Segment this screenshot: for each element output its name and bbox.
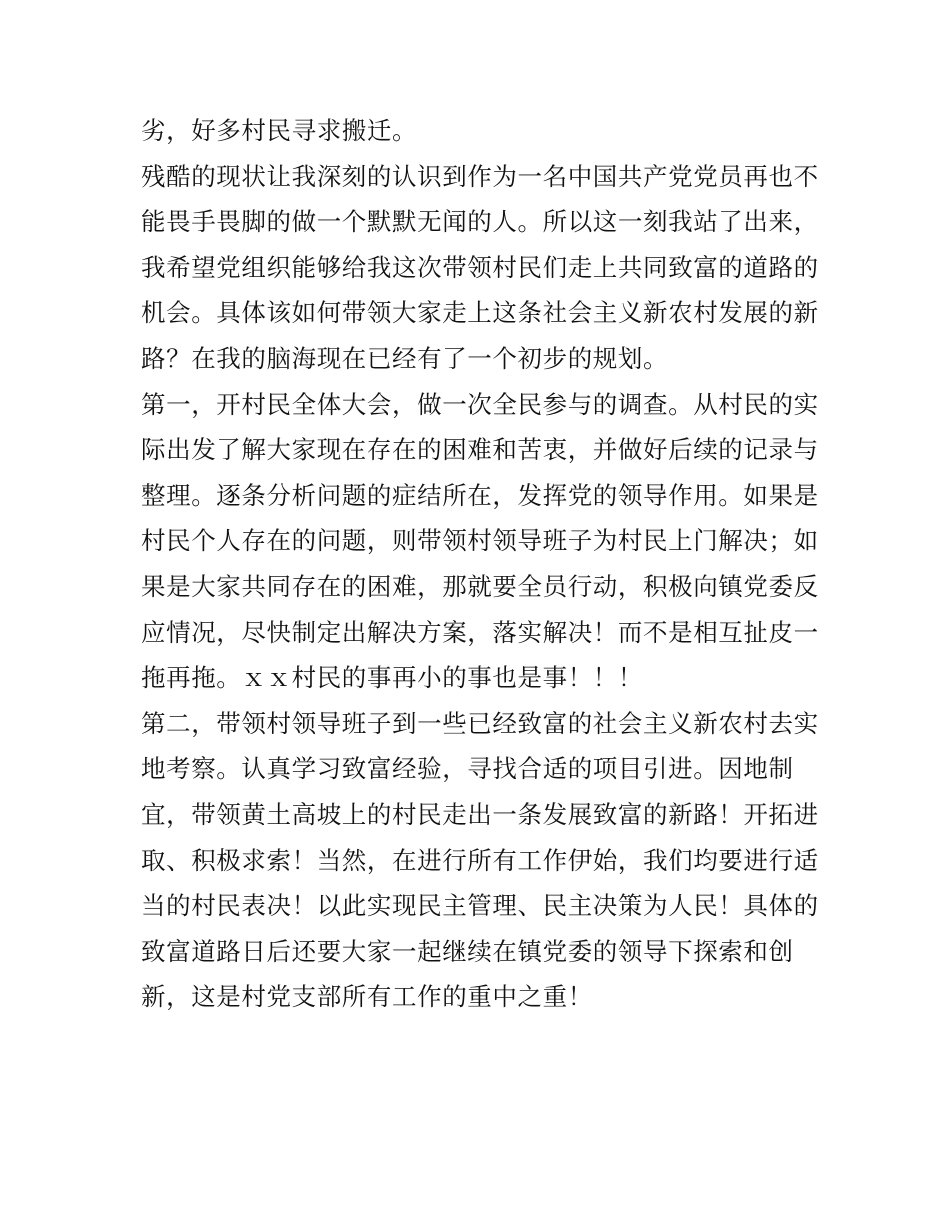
text-line: 际出发了解大家现在存在的困难和苦衷，并做好后续的记录与 <box>141 435 819 465</box>
text-line: 当的村民表决！以此实现民主管理、民主决策为人民！具体的 <box>141 891 819 921</box>
text-line: 能畏手畏脚的做一个默默无闻的人。所以这一刻我站了出来， <box>141 207 819 237</box>
text-line: 机会。具体该如何带领大家走上这条社会主义新农村发展的新 <box>141 298 819 328</box>
text-line: 残酷的现状让我深刻的认识到作为一名中国共产党党员再也不 <box>141 161 819 191</box>
text-line: 劣，好多村民寻求搬迁。 <box>141 116 418 145</box>
text-line: 新，这是村党支部所有工作的重中之重！ <box>141 982 593 1012</box>
text-line: 第二，带领村领导班子到一些已经致富的社会主义新农村去实 <box>141 708 819 738</box>
text-line: 拖再拖。ｘｘ村民的事再小的事也是事！！！ <box>141 663 643 693</box>
document-body <box>141 108 821 1020</box>
text-line: 致富道路日后还要大家一起继续在镇党委的领导下探索和创 <box>141 936 794 966</box>
text-line: 我希望党组织能够给我这次带领村民们走上共同致富的道路的 <box>141 252 819 282</box>
text-line: 宜，带领黄土高坡上的村民走出一条发展致富的新路！开拓进 <box>141 799 819 829</box>
text-line: 村民个人存在的问题，则带领村领导班子为村民上门解决；如 <box>141 526 819 556</box>
text-line: 整理。逐条分析问题的症结所在，发挥党的领导作用。如果是 <box>141 480 819 510</box>
text-line: 路？在我的脑海现在已经有了一个初步的规划。 <box>141 343 669 373</box>
text-line: 果是大家共同存在的困难，那就要全员行动，积极向镇党委反 <box>141 571 819 601</box>
text-line: 取、积极求索！当然，在进行所有工作伊始，我们均要进行适 <box>141 845 819 875</box>
text-line: 地考察。认真学习致富经验，寻找合适的项目引进。因地制 <box>141 754 794 784</box>
text-line: 第一，开村民全体大会，做一次全民参与的调查。从村民的实 <box>141 389 819 419</box>
text-line: 应情况，尽快制定出解决方案，落实解决！而不是相互扯皮一 <box>141 617 819 647</box>
